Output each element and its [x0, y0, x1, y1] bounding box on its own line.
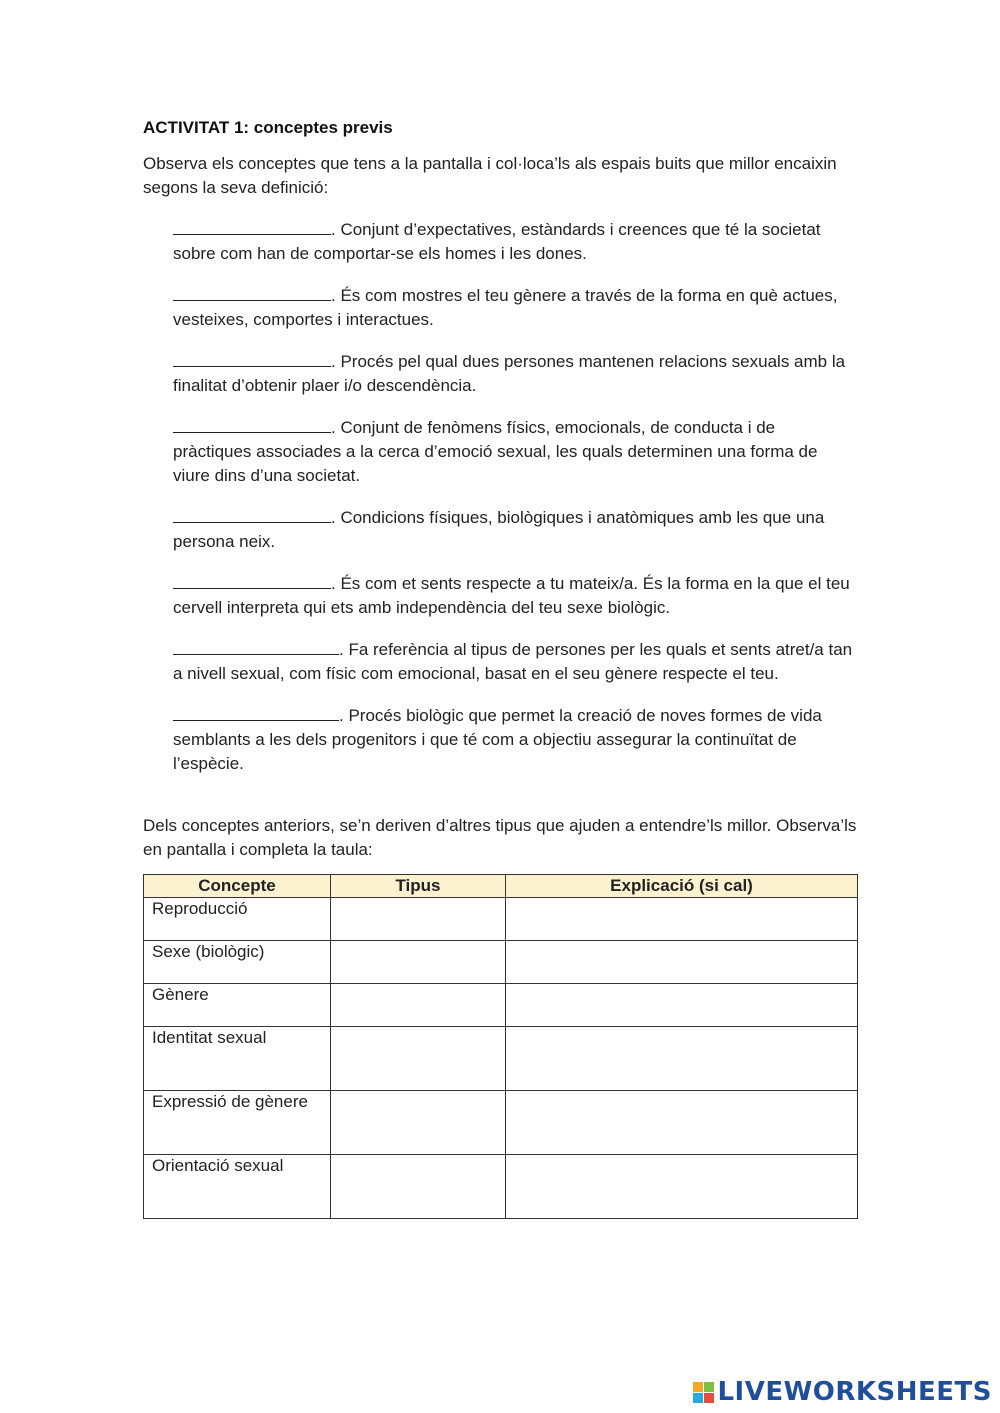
definition-item [173, 505, 853, 554]
answer-blank[interactable] [173, 415, 331, 433]
table-row [144, 1091, 858, 1155]
definition-text: . Fa referència al tipus de persones per les quals et sents atret/a tan a nivell sexual, com físic com emocional, basat en el seu gènere respecte el teu. [173, 640, 853, 683]
logo-text: LIVEWORKSHEETS [717, 1377, 992, 1407]
logo-mark-icon [693, 1382, 714, 1403]
instructions: Observa els conceptes que tens a la pantalla i col·loca’ls als espais buits que millor encaixin segons la seva definició: [143, 154, 837, 197]
answer-blank[interactable] [173, 637, 339, 655]
concept-cell: Expressió de gènere [144, 1091, 331, 1155]
definition-item [173, 703, 853, 776]
table-row [144, 984, 858, 1027]
table-row [144, 898, 858, 941]
answer-blank[interactable] [173, 283, 331, 301]
answer-blank[interactable] [173, 571, 331, 589]
definition-item [173, 217, 853, 266]
answer-blank[interactable] [173, 703, 339, 721]
explicacio-cell[interactable] [506, 941, 858, 984]
definition-text: . Conjunt de fenòmens físics, emocionals, de conducta i de pràctiques associades a la cerca d’emoció sexual, les quals determinen una forma de viure dins d’una societat. [173, 418, 818, 485]
table-row [144, 1155, 858, 1219]
answer-blank[interactable] [173, 349, 331, 367]
header-tipus: Tipus [331, 875, 506, 898]
concept-cell: Gènere [144, 984, 331, 1027]
tipus-cell[interactable] [331, 1155, 506, 1219]
concept-cell: Identitat sexual [144, 1027, 331, 1091]
tipus-cell[interactable] [331, 1091, 506, 1155]
answer-blank[interactable] [173, 505, 331, 523]
definition-text: . Procés biològic que permet la creació de noves formes de vida semblants a les dels progenitors i que té com a objectiu assegurar la continuïtat de l’espècie. [173, 706, 822, 773]
header-explicacio: Explicació (si cal) [506, 875, 858, 898]
concept-cell: Orientació sexual [144, 1155, 331, 1219]
header-concepte: Concepte [144, 875, 331, 898]
tipus-cell[interactable] [331, 941, 506, 984]
liveworksheets-logo [693, 1377, 992, 1407]
definition-item [173, 571, 853, 620]
concepts-table [143, 874, 858, 1219]
table-instructions: Dels conceptes anteriors, se’n deriven d’altres tipus que ajuden a entendre’ls millor. Observa’ls en pantalla i completa la taula: [143, 816, 857, 859]
definition-text: . Conjunt d’expectatives, estàndards i creences que té la societat sobre com han de comportar-se els homes i les dones. [173, 220, 821, 263]
tipus-cell[interactable] [331, 898, 506, 941]
concept-cell: Reproducció [144, 898, 331, 941]
explicacio-cell[interactable] [506, 1091, 858, 1155]
tipus-cell[interactable] [331, 1027, 506, 1091]
explicacio-cell[interactable] [506, 898, 858, 941]
activity-title: ACTIVITAT 1: conceptes previs [143, 118, 393, 137]
definition-item [173, 349, 853, 398]
table-header-row [144, 875, 858, 898]
definition-item [173, 637, 853, 686]
definition-text: . Procés pel qual dues persones mantenen relacions sexuals amb la finalitat d’obtenir plaer i/o descendència. [173, 352, 846, 395]
explicacio-cell[interactable] [506, 1155, 858, 1219]
definition-text: . Condicions físiques, biològiques i anatòmiques amb les que una persona neix. [173, 508, 825, 551]
definitions-list [143, 217, 858, 776]
definition-item [173, 415, 853, 488]
answer-blank[interactable] [173, 217, 331, 235]
tipus-cell[interactable] [331, 984, 506, 1027]
explicacio-cell[interactable] [506, 1027, 858, 1091]
definition-text: . És com mostres el teu gènere a través de la forma en què actues, vesteixes, comportes i interactues. [173, 286, 838, 329]
definition-item [173, 283, 853, 332]
worksheet [143, 118, 858, 1219]
concept-cell: Sexe (biològic) [144, 941, 331, 984]
explicacio-cell[interactable] [506, 984, 858, 1027]
table-row [144, 941, 858, 984]
definition-text: . És com et sents respecte a tu mateix/a. És la forma en la que el teu cervell interpreta qui ets amb independència del teu sexe biològic. [173, 574, 850, 617]
table-row [144, 1027, 858, 1091]
